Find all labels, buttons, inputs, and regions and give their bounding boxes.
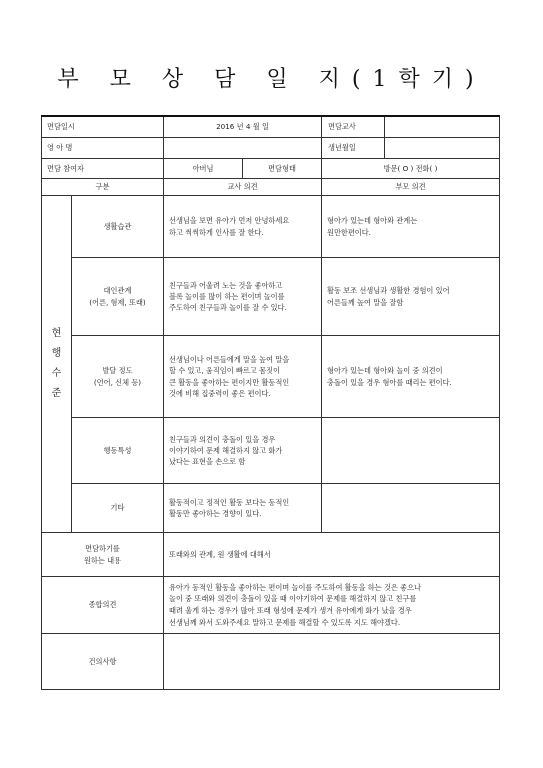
date-label: 면담일시 [42,116,164,138]
section-label-char-3: 수 [51,368,62,379]
participant-value: 아버님 [164,159,243,179]
row-teacher-opinion: 친구들과 의견이 충돌이 있을 경우 이야기하여 문제 해결하지 않고 화가 났다는 표현을 손으로 함 [164,418,322,484]
teacher-value [384,117,499,137]
section-label-char-1: 현 [51,328,62,339]
row-parent-opinion: 활동 보조 선생님과 생활한 경험이 있어 어른들께 높여 말을 잘함 [322,258,500,336]
section-label-char-4: 준 [51,388,62,399]
row-parent-opinion: 형아가 있는데 형아와 놀이 중 의견이 충돌이 있을 경우 형아를 때리는 편이다. [322,336,500,418]
birth-value [384,138,499,158]
row-teacher-opinion: 친구들과 어울려 노는 것을 좋아하고 블록 놀이를 많이 하는 편이며 놀이를 주도하여 친구들과 놀이를 잘 수 있다. [164,258,322,336]
info-row-date [42,116,500,138]
level-row [42,258,500,336]
row-teacher-opinion: 활동적이고 정적인 활동 보다는 동적인 활동만 좋아하는 경향이 있다. [164,484,322,533]
header-teacher: 교사 의견 [164,179,322,196]
row-parent-opinion [322,418,500,484]
row-category: 발달 정도 (언어, 신체 등) [72,336,164,418]
suggestions-row [42,634,500,690]
level-row [42,196,500,258]
row-teacher-opinion: 선생님을 보면 유아가 먼저 안녕하세요 하고 씩씩하게 인사를 잘 한다. [164,196,322,258]
child-value [164,138,322,159]
overall-value: 유아가 동적인 활동을 좋아하는 편이며 놀이를 주도하여 활동을 하는 것은 좋으나 놀이 중 또래와 의견이 충돌이 있을 때 이야기하여 문제를 해결하지 않고 친구를 때려 울게 하는 경우가 많아 또래 형성에 문제가 생겨 유아에게 화가 났을 경우 선생님께 와서 도와주세요 말하고 문제를 해결할 수 있도록 지도 해야겠다. [164,577,500,634]
row-teacher-opinion: 선생님이나 어른들에게 말을 높여 말을 할 수 있고, 움직임이 빠르고 몸짓이 큰 활동을 좋아하는 편이지만 활동적인 것에 비해 집중력이 좋은 편이다. [164,336,322,418]
suggestions-label: 건의사항 [42,634,164,690]
date-value: 2016 년 4 월 일 [164,116,322,138]
info-row-child [42,138,500,159]
desired-value: 또래와의 관계, 원 생활에 대해서 [164,533,500,577]
type-value: 방문( O ) 전화( ) [322,159,500,179]
row-category: 행동특성 [72,418,164,484]
section-label-char-2: 행 [51,348,62,359]
child-label: 영 아 명 [42,138,164,159]
level-row [42,418,500,484]
suggestions-value [164,634,500,690]
document-title: 부 모 상 담 일 지(1학기) [57,67,486,92]
header-category: 구분 [42,179,164,196]
overall-row [42,577,500,634]
level-row [42,484,500,533]
participant-label: 면담 참여자 [42,159,164,179]
level-row [42,336,500,418]
row-parent-opinion [322,484,500,533]
header-row [42,179,500,196]
birth-label: 생년월일 [328,143,356,153]
section-label [42,196,72,533]
consultation-table [41,115,500,690]
header-parent: 부모 의견 [322,179,500,196]
info-row-participant [42,159,500,179]
row-category: 기타 [72,484,164,533]
teacher-label: 면담교사 [328,122,356,132]
row-category: 대인관계 (어른, 형제, 또래) [72,258,164,336]
desired-label: 면담하기를 원하는 내용 [42,533,164,577]
desired-row [42,533,500,577]
row-parent-opinion: 형아가 있는데 형아와 관계는 원만한편이다. [322,196,500,258]
type-label: 면담형태 [243,159,322,179]
overall-label: 종합의견 [42,577,164,634]
row-category: 생활습관 [72,196,164,258]
